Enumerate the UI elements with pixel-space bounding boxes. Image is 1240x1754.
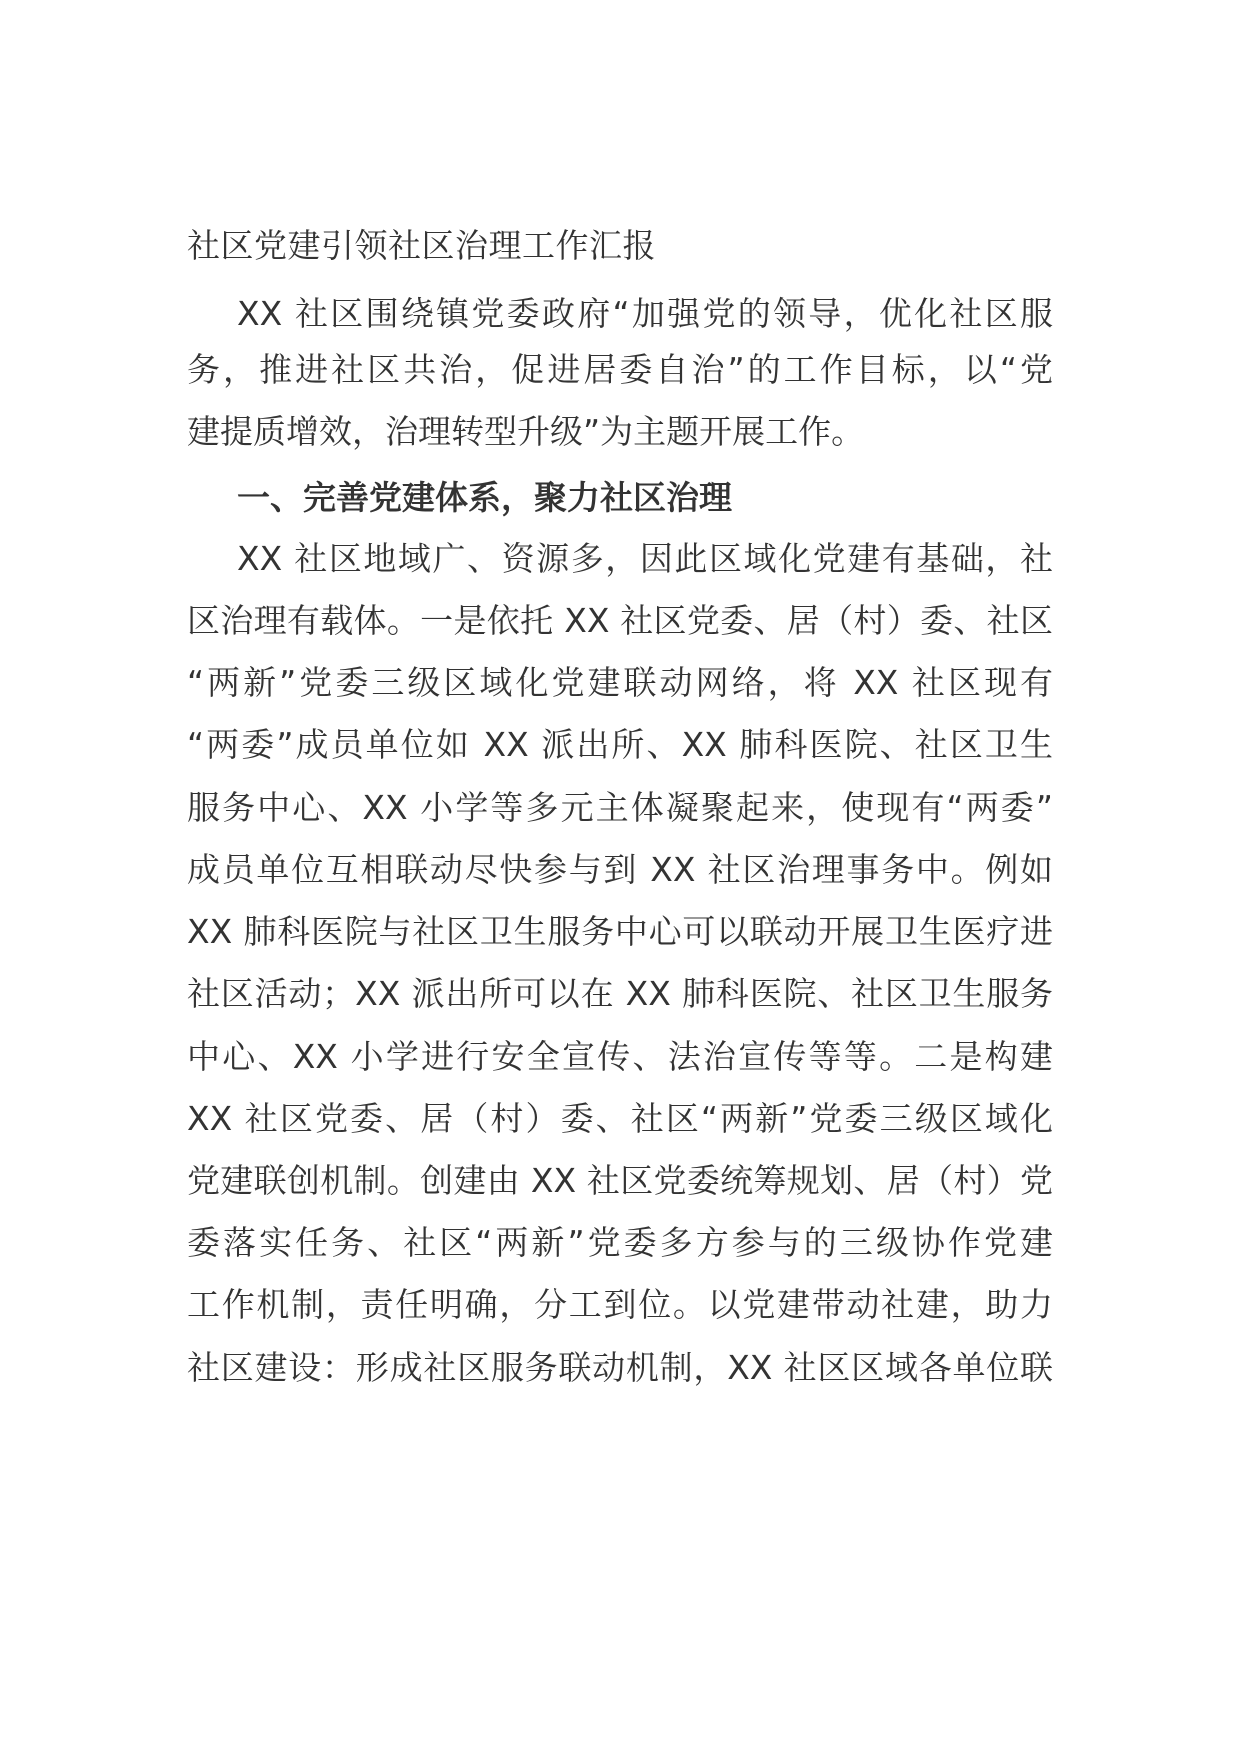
paragraph-line-2: 区治理有载体。一是依托 XX 社区党委、居（村）委、社区 bbox=[187, 601, 1053, 640]
paragraph-line-3: “两新”党委三级区域化党建联动网络，将 XX 社区现有 bbox=[187, 663, 1053, 702]
document-title: 社区党建引领社区治理工作汇报 bbox=[187, 226, 656, 265]
paragraph-line-4: “两委”成员单位如 XX 派出所、XX 肺科医院、社区卫生 bbox=[187, 725, 1053, 764]
paragraph-line-12: 委落实任务、社区“两新”党委多方参与的三级协作党建 bbox=[187, 1223, 1053, 1262]
intro-line-2: 务，推进社区共治，促进居委自治”的工作目标，以“党 bbox=[187, 350, 1053, 389]
paragraph-line-14: 社区建设：形成社区服务联动机制，XX 社区区域各单位联 bbox=[187, 1348, 1053, 1387]
paragraph-line-5: 服务中心、XX 小学等多元主体凝聚起来，使现有“两委” bbox=[187, 788, 1053, 827]
paragraph-line-1: XX 社区地域广、资源多，因此区域化党建有基础，社 bbox=[237, 539, 1053, 578]
paragraph-line-9: 中心、XX 小学进行安全宣传、法治宣传等等。二是构建 bbox=[187, 1037, 1053, 1076]
intro-line-1: XX 社区围绕镇党委政府“加强党的领导，优化社区服 bbox=[237, 294, 1053, 333]
paragraph-line-13: 工作机制，责任明确，分工到位。以党建带动社建，助力 bbox=[187, 1285, 1053, 1324]
paragraph-line-7: XX 肺科医院与社区卫生服务中心可以联动开展卫生医疗进 bbox=[187, 912, 1053, 951]
paragraph-line-6: 成员单位互相联动尽快参与到 XX 社区治理事务中。例如 bbox=[187, 850, 1053, 889]
section-heading: 一、完善党建体系，聚力社区治理 bbox=[237, 478, 732, 517]
paragraph-line-8: 社区活动；XX 派出所可以在 XX 肺科医院、社区卫生服务 bbox=[187, 974, 1053, 1013]
paragraph-line-11: 党建联创机制。创建由 XX 社区党委统筹规划、居（村）党 bbox=[187, 1161, 1053, 1200]
intro-line-3: 建提质增效，治理转型升级”为主题开展工作。 bbox=[187, 412, 865, 451]
paragraph-line-10: XX 社区党委、居（村）委、社区“两新”党委三级区域化 bbox=[187, 1099, 1053, 1138]
